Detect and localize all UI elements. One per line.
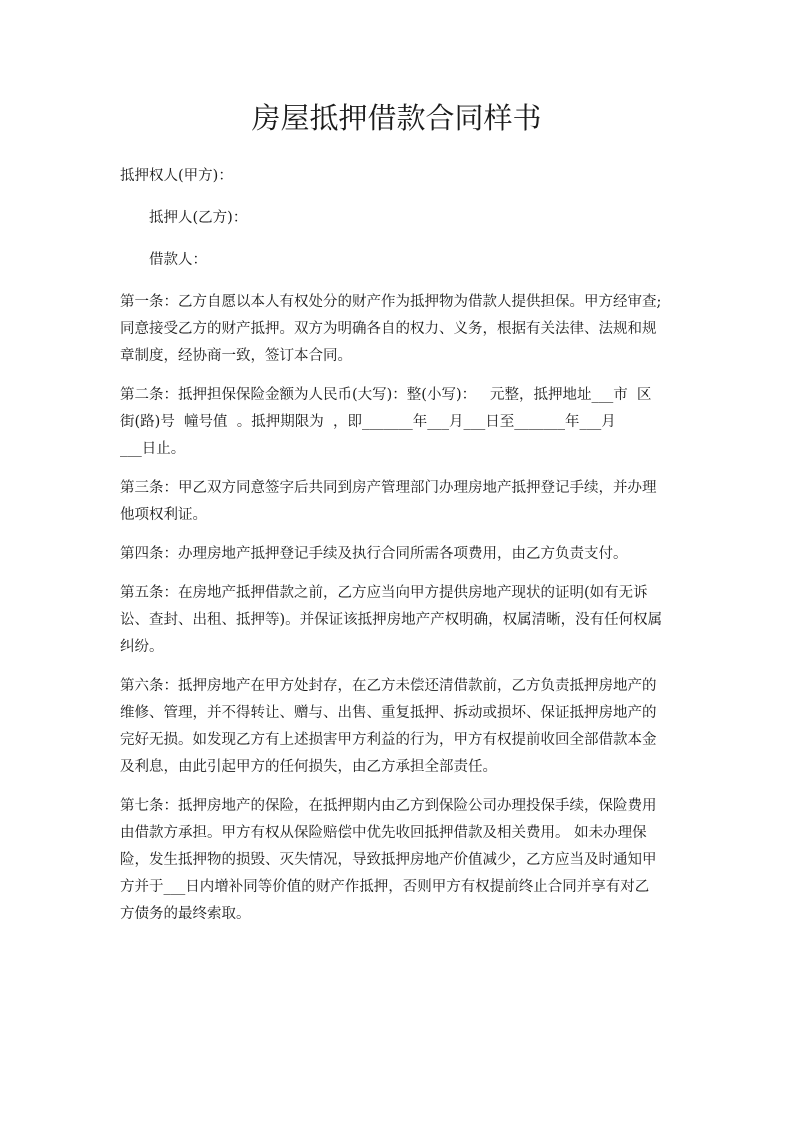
document-title: 房屋抵押借款合同样书 [251,101,542,135]
clause-line: 他项权利证。 [120,507,207,523]
clause-line: 讼、查封、出租、抵押等)。并保证该抵押房地产产权明确，权属清晰，没有任何权属 [120,612,663,628]
clause-line: 险，发生抵押物的损毁、灭失情况，导致抵押房地产价值减少，乙方应当及时通知甲 [120,852,657,868]
clause-line: 第四条：办理房地产抵押登记手续及执行合同所需各项费用，由乙方负责支付。 [120,546,628,562]
clause-line: 维修、管理，并不得转让、赠与、出售、重复抵押、拆动或损坏、保证抵押房地产的 [120,705,657,721]
party-mortgagee: 抵押权人(甲方)： [120,168,233,184]
clause-line: 及利息，由此引起甲方的任何损失，由乙方承担全部责任。 [120,759,497,775]
clause-4 [120,541,676,568]
party-mortgagor: 抵押人(乙方)： [149,210,248,226]
clause-line: 第二条：抵押担保保险金额为人民币(大写)：整(小写)： 元整，抵押地址___市 区 [120,387,652,403]
clause-7 [120,793,676,928]
clause-line: 街(路)号 幢号值 。抵押期限为 ，即_______年___月___日至_______年___月 [120,414,616,430]
clause-line: 第一条：乙方自愿以本人有权处分的财产作为抵押物为借款人提供担保。甲方经审查; [120,294,662,310]
clause-line: 第五条：在房地产抵押借款之前，乙方应当向甲方提供房地产现状的证明(如有无诉 [120,585,648,601]
clause-5 [120,580,676,661]
clause-line: 章制度，经协商一致，签订本合同。 [120,348,352,364]
clause-line: 第七条：抵押房地产的保险，在抵押期内由乙方到保险公司办理投保手续，保险费用 [120,798,657,814]
clause-3 [120,475,676,529]
document-body [120,163,676,940]
clause-2 [120,382,676,463]
clause-line: 纠纷。 [120,639,164,655]
party-borrower: 借款人： [149,252,207,268]
clause-line: 同意接受乙方的财产抵押。双方为明确各自的权力、义务，根据有关法律、法规和规 [120,321,657,337]
clause-6 [120,673,676,781]
clause-line: ___日止。 [120,441,186,457]
clause-line: 第三条：甲乙双方同意签字后共同到房产管理部门办理房地产抵押登记手续，并办理 [120,480,657,496]
clause-1 [120,289,676,370]
clause-line: 由借款方承担。甲方有权从保险赔偿中优先收回抵押借款及相关费用。 如未办理保 [120,825,647,841]
clause-line: 第六条：抵押房地产在甲方处封存，在乙方未偿还清借款前，乙方负责抵押房地产的 [120,678,657,694]
clause-line: 完好无损。如发现乙方有上述损害甲方利益的行为，甲方有权提前收回全部借款本金 [120,732,657,748]
clause-line: 方并于___日内增补同等价值的财产作抵押，否则甲方有权提前终止合同并享有对乙 [120,879,650,895]
clause-line: 方债务的最终索取。 [120,906,251,922]
